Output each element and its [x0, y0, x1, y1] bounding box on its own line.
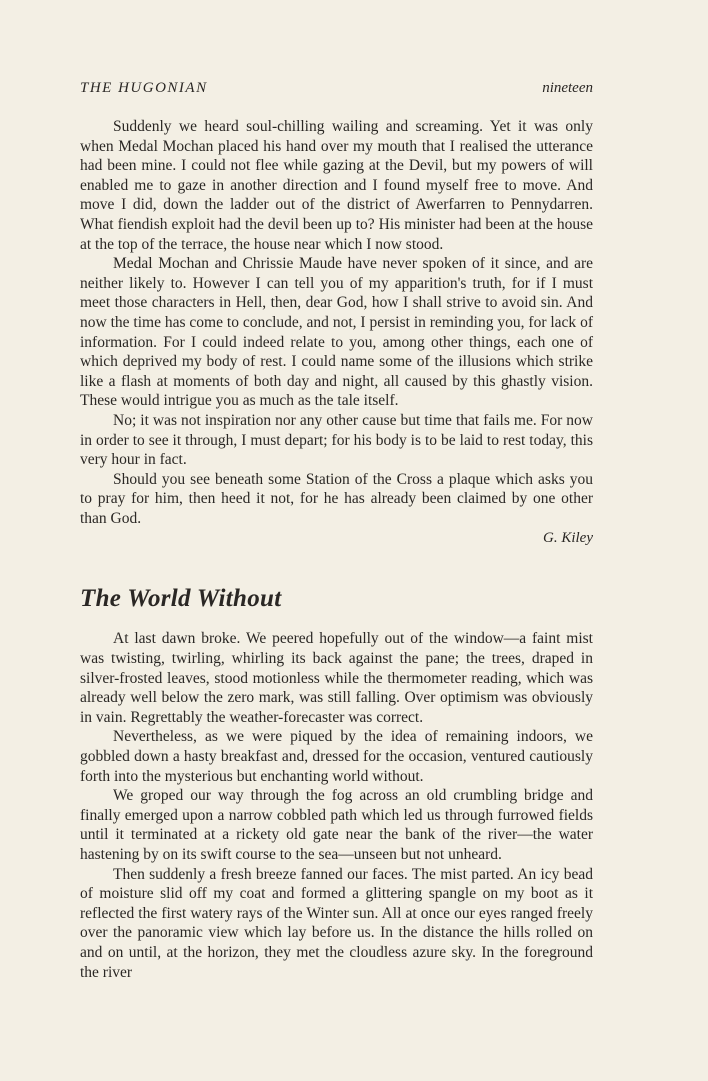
story-2 — [80, 629, 593, 982]
story-1-paragraph-2: Medal Mochan and Chrissie Maude have never spoken of it since, and are neither likely to. However I can tell you of my apparition's truth, for if I must meet those characters in Hell, then, dear God, how I shall strive to avoid sin. And now the time has come to conclude, and not, I persist in reminding you, for lack of information. For I could indeed relate to you, among other things, each one of which deprived my body of rest. I could name some of the illusions which strike like a flash at moments of both day and night, all caused by this ghastly vision. These would intrigue you as much as the tale itself. — [80, 255, 593, 410]
story-1-paragraph-3: No; it was not inspiration nor any other cause but time that fails me. For now in order to see it through, I must depart; for his body is to be laid to rest today, this very hour in fact. — [80, 411, 593, 469]
story-2-paragraph-2: Nevertheless, as we were piqued by the idea of remaining indoors, we gobbled down a hasty breakfast and, dressed for the occasion, ventured cautiously forth into the mysterious but enchanting world without. — [80, 728, 593, 785]
page-number: nineteen — [542, 80, 593, 96]
story-2-paragraph-4: Then suddenly a fresh breeze fanned our faces. The mist parted. An icy bead of moisture slid off my coat and formed a glittering spangle on my boot as it reflected the first watery rays of the Winter sun. All at once our eyes ranged freely over the panoramic view which lay before us. In the distance the hills rolled on and on until, at the horizon, they met the cloudless azure sky. In the foreground the river — [80, 865, 593, 981]
story-2-paragraph-3: We groped our way through the fog across an old crumbling bridge and finally emerged upon a narrow cobbled path which led us through furrowed fields until it terminated at a rickety old gate near the bank of the river—the water hastening by on its swift course to the sea—unseen but not unheard. — [80, 787, 593, 863]
story-1 — [80, 117, 593, 547]
running-header — [80, 80, 593, 97]
story-1-author: G. Kiley — [543, 530, 593, 547]
story-1-paragraph-4: Should you see beneath some Station of the Cross a plaque which asks you to pray for him, then heed it not, for he has already been claimed by one other than God. — [80, 470, 593, 527]
story-2-title: The World Without — [80, 585, 282, 613]
journal-title: THE HUGONIAN — [80, 80, 208, 96]
story-2-paragraph-1: At last dawn broke. We peered hopefully out of the window—a faint mist was twisting, twirling, whirling its back against the pane; the trees, draped in silver-frosted leaves, stood motionless while the thermometer reading, which was already well below the zero mark, was still falling. Over optimism was obviously in vain. Regrettably the weather-forecaster was correct. — [80, 630, 593, 726]
story-1-paragraph-1: Suddenly we heard soul-chilling wailing and screaming. Yet it was only when Medal Mochan placed his hand over my mouth that I realised the utterance had been mine. I could not flee while gazing at the Devil, but my powers of will enabled me to gaze in another direction and I found myself free to move. And move I did, down the ladder out of the district of Awerfarren to Pennydarren. What fiendish exploit had the devil been up to? His minister had been at the house at the top of the terrace, the house near which I now stood. — [80, 118, 593, 253]
